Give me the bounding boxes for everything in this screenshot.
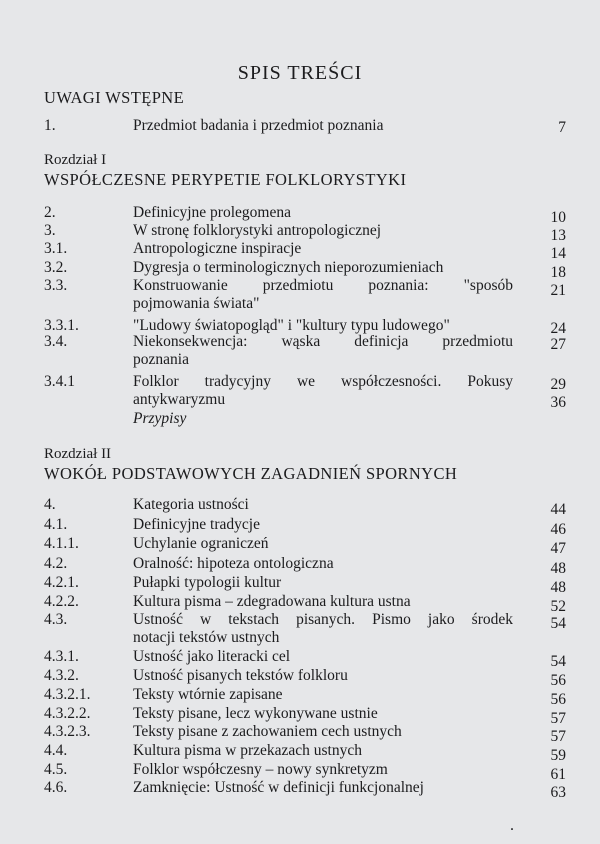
chapter-1-label: Rozdział I bbox=[44, 152, 107, 168]
entry-number: 4.1.1. bbox=[44, 535, 79, 552]
entry-page: 29 bbox=[550, 376, 566, 393]
entry-page: 7 bbox=[558, 119, 566, 136]
entry-page: 27 bbox=[550, 336, 566, 353]
entry-title: Dygresja o terminologicznych nieporozumieniach bbox=[133, 259, 444, 276]
chapter-2-label: Rozdział II bbox=[44, 446, 112, 462]
entry-title-continued: pojmowania świata" bbox=[133, 295, 260, 312]
entry-number: 4.3.1. bbox=[44, 648, 79, 665]
entry-title: Teksty pisane z zachowaniem cech ustnych bbox=[133, 723, 402, 740]
entry-number: 4.3.2.1. bbox=[44, 686, 91, 703]
entry-number: 4.3.2.3. bbox=[44, 723, 91, 740]
entry-page: 18 bbox=[550, 264, 566, 281]
entry-page: 48 bbox=[550, 560, 566, 577]
entry-title: Definicyjne prolegomena bbox=[133, 204, 291, 221]
entry-title: Definicyjne tradycje bbox=[133, 516, 260, 533]
entry-title: Teksty wtórnie zapisane bbox=[133, 686, 283, 703]
entry-page: 57 bbox=[550, 728, 566, 745]
entry-number: 4.2.2. bbox=[44, 593, 79, 610]
ink-dot: . bbox=[510, 817, 514, 834]
entry-page: 44 bbox=[550, 501, 566, 518]
entry-page: 52 bbox=[550, 598, 566, 615]
entry-number: 4.2.1. bbox=[44, 574, 79, 591]
entry-number: 4.4. bbox=[44, 742, 68, 759]
entry-number: 3. bbox=[44, 222, 56, 239]
entry-title: Folklor tradycyjny we współczesności. Pokusy bbox=[133, 373, 513, 390]
entry-title-continued: notacji tekstów ustnych bbox=[133, 629, 280, 646]
entry-number: 1. bbox=[44, 117, 56, 134]
entry-page: 56 bbox=[550, 691, 566, 708]
entry-number: 4.3. bbox=[44, 611, 68, 628]
entry-title: Zamknięcie: Ustność w definicji funkcjonalnej bbox=[133, 779, 424, 796]
entry-number: 3.4. bbox=[44, 333, 68, 350]
entry-title-notes: Przypisy bbox=[133, 410, 187, 427]
entry-title: Niekonsekwencja: wąska definicja przedmiotu bbox=[133, 333, 513, 350]
entry-number: 3.4.1 bbox=[44, 373, 75, 390]
entry-number: 4.2. bbox=[44, 555, 68, 572]
entry-number: 4.1. bbox=[44, 516, 68, 533]
entry-page: 63 bbox=[550, 784, 566, 801]
entry-title: Konstruowanie przedmiotu poznania: "sposób bbox=[133, 277, 513, 294]
chapter-2-heading: WOKÓŁ PODSTAWOWYCH ZAGADNIEŃ SPORNYCH bbox=[44, 464, 458, 483]
entry-number: 4.6. bbox=[44, 779, 68, 796]
entry-title: Teksty pisane, lecz wykonywane ustnie bbox=[133, 705, 378, 722]
entry-title: Antropologiczne inspiracje bbox=[133, 240, 302, 257]
entry-title: "Ludowy światopogląd" i "kultury typu ludowego" bbox=[133, 317, 450, 334]
entry-page-2: 36 bbox=[550, 394, 566, 411]
entry-number: 3.2. bbox=[44, 259, 68, 276]
entry-title: Ustność pisanych tekstów folkloru bbox=[133, 667, 348, 684]
entry-title: Kategoria ustności bbox=[133, 496, 249, 513]
entry-number: 3.3. bbox=[44, 277, 68, 294]
intro-heading: UWAGI WSTĘPNE bbox=[44, 88, 185, 107]
entry-page: 57 bbox=[550, 710, 566, 727]
entry-number: 2. bbox=[44, 204, 56, 221]
entry-page: 61 bbox=[550, 766, 566, 783]
entry-number: 4.3.2.2. bbox=[44, 705, 91, 722]
entry-page: 56 bbox=[550, 672, 566, 689]
entry-title: Oralność: hipoteza ontologiczna bbox=[133, 555, 334, 572]
entry-page: 54 bbox=[550, 653, 566, 670]
entry-page: 10 bbox=[550, 209, 566, 226]
entry-page: 47 bbox=[550, 540, 566, 557]
entry-page: 59 bbox=[550, 747, 566, 764]
entry-page: 54 bbox=[550, 615, 566, 632]
entry-page: 13 bbox=[550, 227, 566, 244]
entry-page: 14 bbox=[550, 245, 566, 262]
page-title: SPIS TREŚCI bbox=[237, 62, 363, 84]
entry-title: Ustność w tekstach pisanych. Pismo jako środek bbox=[133, 611, 513, 628]
entry-title: Pułapki typologii kultur bbox=[133, 574, 282, 591]
entry-title: Kultura pisma – zdegradowana kultura ustna bbox=[133, 593, 411, 610]
entry-title-continued: antykwaryzmu bbox=[133, 391, 226, 408]
entry-page: 46 bbox=[550, 521, 566, 538]
entry-number: 4.5. bbox=[44, 761, 68, 778]
entry-number: 3.3.1. bbox=[44, 317, 79, 334]
entry-number: 4.3.2. bbox=[44, 667, 79, 684]
entry-number: 4. bbox=[44, 496, 56, 513]
entry-title: Folklor współczesny – nowy synkretyzm bbox=[133, 761, 388, 778]
entry-title: Ustność jako literacki cel bbox=[133, 648, 291, 665]
entry-page: 24 bbox=[550, 320, 566, 337]
entry-title: Przedmiot badania i przedmiot poznania bbox=[133, 117, 384, 134]
entry-title-continued: poznania bbox=[133, 351, 189, 368]
entry-page: 21 bbox=[550, 282, 566, 299]
chapter-1-heading: WSPÓŁCZESNE PERYPETIE FOLKLORYSTYKI bbox=[44, 170, 407, 189]
entry-title: Uchylanie ograniczeń bbox=[133, 535, 269, 552]
entry-title: Kultura pisma w przekazach ustnych bbox=[133, 742, 362, 759]
entry-number: 3.1. bbox=[44, 240, 68, 257]
entry-page: 48 bbox=[550, 579, 566, 596]
entry-title: W stronę folklorystyki antropologicznej bbox=[133, 222, 382, 239]
